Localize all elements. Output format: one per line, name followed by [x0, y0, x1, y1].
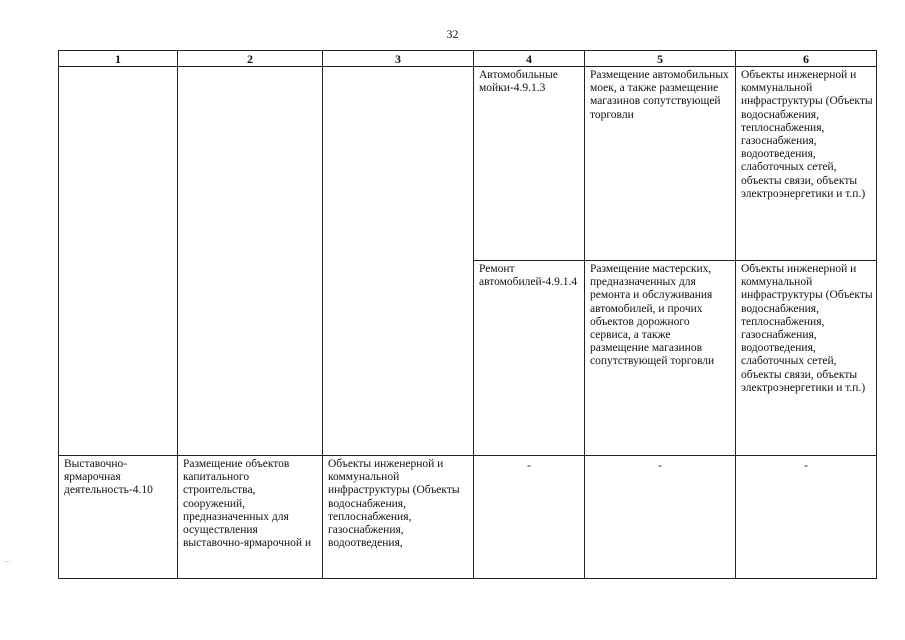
column-header-4: 4 [474, 51, 585, 67]
aux-use-objects-cell: Объекты инженерной и коммунальной инфраструктуры (Объекты водоснабжения, теплоснабжения, газоснабжения, водоотведения, слаботочных сетей, объекты связи, объекты электроэнергетики и т.п.) [736, 261, 877, 456]
column-header-5: 5 [585, 51, 736, 67]
aux-use-cell: - [474, 456, 585, 579]
aux-use-objects-cell: - [736, 456, 877, 579]
main-use-description-cell: Размещение объектов капитального строительства, сооружений, предназначенных для осуществления выставочно-ярмарочной и [178, 456, 323, 579]
table-row [59, 456, 877, 579]
main-use-description-cell [178, 67, 323, 456]
table-row [59, 67, 877, 261]
zoning-table [58, 50, 877, 579]
main-use-objects-cell [323, 67, 474, 456]
main-use-objects-cell: Объекты инженерной и коммунальной инфраструктуры (Объекты водоснабжения, теплоснабжения, газоснабжения, водоотведения, [323, 456, 474, 579]
page-number: 32 [446, 27, 459, 41]
aux-use-cell: Ремонт автомобилей-4.9.1.4 [474, 261, 585, 456]
header-row [59, 51, 877, 67]
column-header-2: 2 [178, 51, 323, 67]
main-use-cell: Выставочно-ярмарочная деятельность-4.10 [59, 456, 178, 579]
column-header-3: 3 [323, 51, 474, 67]
margin-scan-mark: ⋮ [3, 558, 11, 565]
aux-use-description-cell: Размещение автомобильных моек, а также размещение магазинов сопутствующей торговли [585, 67, 736, 261]
aux-use-cell: Автомобильные мойки-4.9.1.3 [474, 67, 585, 261]
aux-use-objects-cell: Объекты инженерной и коммунальной инфраструктуры (Объекты водоснабжения, теплоснабжения, газоснабжения, водоотведения, слаботочных сетей, объекты связи, объекты электроэнергетики и т.п.) [736, 67, 877, 261]
column-header-1: 1 [59, 51, 178, 67]
aux-use-description-cell: - [585, 456, 736, 579]
main-use-cell [59, 67, 178, 456]
column-header-6: 6 [736, 51, 877, 67]
aux-use-description-cell: Размещение мастерских, предназначенных для ремонта и обслуживания автомобилей, и прочих объектов дорожного сервиса, а также размещение магазинов сопутствующей торговли [585, 261, 736, 456]
